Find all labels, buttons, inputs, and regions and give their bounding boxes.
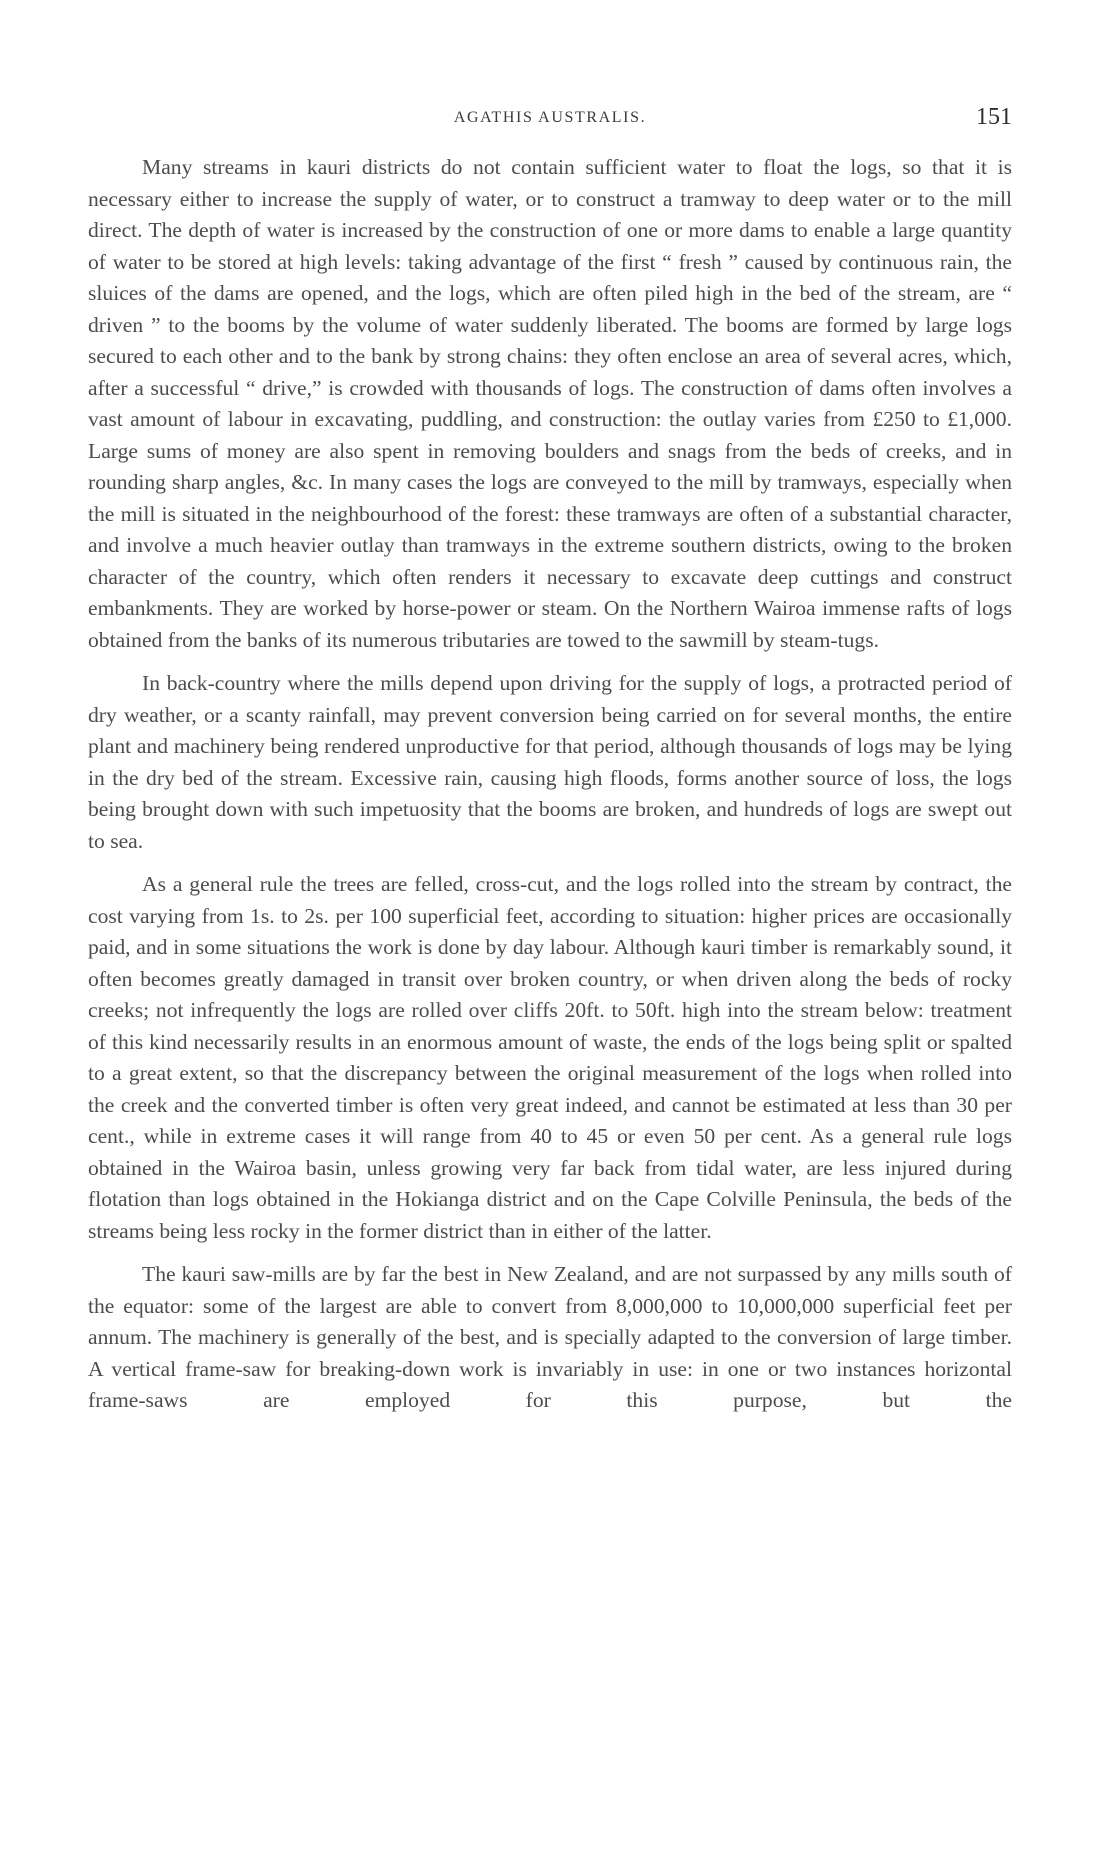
running-head xyxy=(88,104,1012,134)
page-number: 151 xyxy=(976,104,1012,130)
paragraph-felling-and-waste: As a general rule the trees are felled, cross-cut, and the logs rolled into the stream by contract, the cost varying from 1s. to 2s. per 100 superficial feet, according to situation: higher prices are occasionally paid, and in some situations the work is done by day labour. Although kauri timber is remarkably sound, it often becomes greatly damaged in transit over broken country, or when driven along the beds of rocky creeks; not infrequently the logs are rolled over cliffs 20ft. to 50ft. high into the stream below: treatment of this kind necessarily results in an enormous amount of waste, the ends of the logs being split or spalted to a great extent, so that the discrepancy between the original measurement of the logs when rolled into the creek and the converted timber is often very great indeed, and cannot be estimated at less than 30 per cent., while in extreme cases it will range from 40 to 45 or even 50 per cent. As a general rule logs obtained in the Wairoa basin, unless growing very far back from tidal water, are less injured during flotation than logs obtained in the Hokianga district and on the Cape Colville Peninsula, the beds of the streams being less rocky in the former district than in either of the latter. xyxy=(88,872,1012,1243)
paragraph-saw-mills: The kauri saw-mills are by far the best in New Zealand, and are not surpassed by any mills south of the equator: some of the largest are able to convert from 8,000,000 to 10,000,000 superficial feet per annum. The machinery is generally of the best, and is specially adapted to the conversion of large timber. A vertical frame-saw for breaking-down work is invariably in use: in one or two instances horizontal frame-saws are employed for this purpose, but the xyxy=(88,1262,1012,1412)
body-text xyxy=(88,152,1012,1429)
paragraph-kauri-stream-transport: Many streams in kauri districts do not contain sufficient water to float the logs, so that it is necessary either to increase the supply of water, or to construct a tramway to deep water or to the mill direct. The depth of water is increased by the construction of one or more dams to enable a large quantity of water to be stored at high levels: taking advantage of the first “ fresh ” caused by continuous rain, the sluices of the dams are opened, and the logs, which are often piled high in the bed of the stream, are “ driven ” to the booms by the volume of water suddenly liberated. The booms are formed by large logs secured to each other and to the bank by strong chains: they often enclose an area of several acres, which, after a successful “ drive,” is crowded with thousands of logs. The construction of dams often involves a vast amount of labour in excavating, puddling, and construction: the outlay varies from £250 to £1,000. Large sums of money are also spent in removing boulders and snags from the beds of creeks, and in rounding sharp angles, &c. In many cases the logs are conveyed to the mill by tramways, especially when the mill is situated in the neighbourhood of the forest: these tramways are often of a substantial character, and involve a much heavier outlay than tramways in the extreme southern districts, owing to the broken character of the country, which often renders it necessary to excavate deep cuttings and construct embankments. They are worked by horse-power or steam. On the Northern Wairoa immense rafts of logs obtained from the banks of its numerous tributaries are towed to the sawmill by steam-tugs. xyxy=(88,155,1012,652)
running-title: AGATHIS AUSTRALIS. xyxy=(453,109,647,126)
paragraph-back-country-driving: In back-country where the mills depend upon driving for the supply of logs, a protracted period of dry weather, or a scanty rainfall, may prevent conversion being carried on for several months, the entire plant and machinery being rendered unproductive for that period, although thousands of logs may be lying in the dry bed of the stream. Excessive rain, causing high floods, forms another source of loss, the logs being brought down with such impetuosity that the booms are broken, and hundreds of logs are swept out to sea. xyxy=(88,671,1012,853)
